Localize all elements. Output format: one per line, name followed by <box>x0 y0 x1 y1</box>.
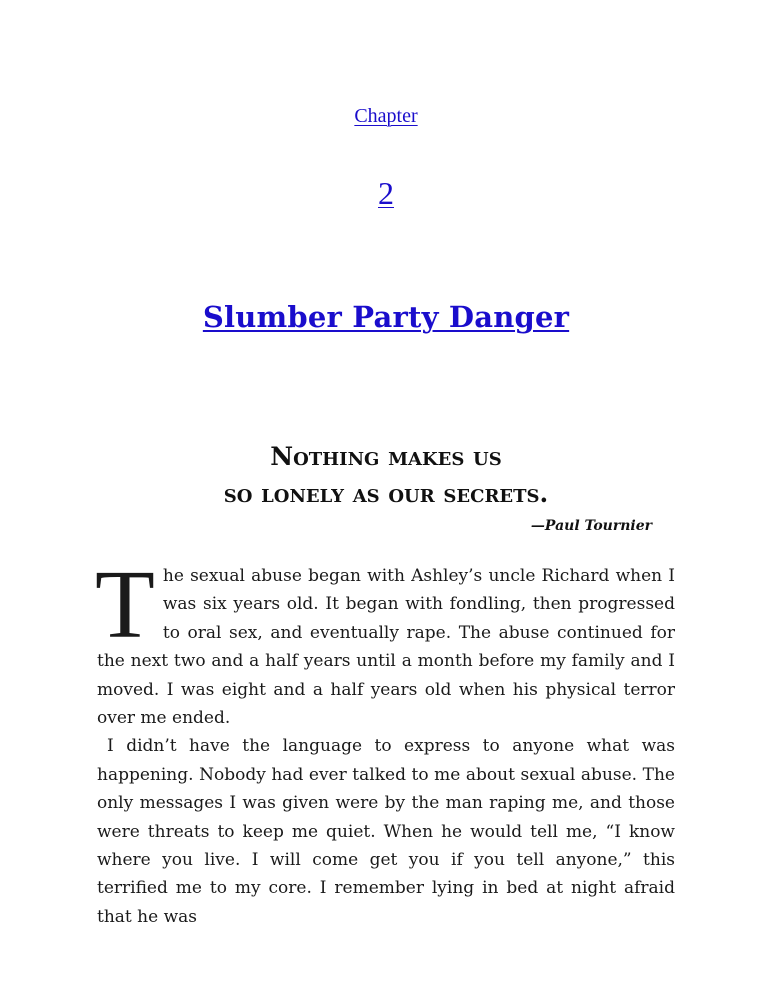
paragraph-1 <box>95 551 675 732</box>
chapter-label-link[interactable]: Chapter <box>354 105 418 127</box>
chapter-number-link[interactable]: 2 <box>378 175 394 211</box>
paragraph-2: I didn’t have the language to express to anyone what was happening. Nobody had ever talked to me about sexual abuse. The only messages I was given were by the man raping me, and those were threats to keep me quiet. When he would tell me, “I know where you live. I will come get you if you tell anyone,” this terrified me to my core. I remember lying in bed at night afraid that he was <box>97 736 675 927</box>
chapter-label <box>0 105 772 128</box>
chapter-title-link[interactable]: Slumber Party Danger <box>202 300 570 334</box>
chapter-number <box>0 175 772 212</box>
chapter-title <box>0 300 772 334</box>
epigraph <box>0 440 772 514</box>
epigraph-line-1: Nothing makes us <box>270 442 502 471</box>
epigraph-attribution: —Paul Tournier <box>530 518 652 534</box>
paragraph-1-text: he sexual abuse began with Ashley’s uncle Richard when I was six years old. It began with fondling, then progressed to oral sex, and eventually rape. The abuse continued for the next two and a half years until a month before my family and I moved. I was eight and a half years old when his physical terror over me ended. <box>97 566 675 729</box>
body-text <box>95 551 675 931</box>
drop-cap: T <box>95 551 155 659</box>
epigraph-line-2: so lonely as our secrets. <box>223 479 549 508</box>
